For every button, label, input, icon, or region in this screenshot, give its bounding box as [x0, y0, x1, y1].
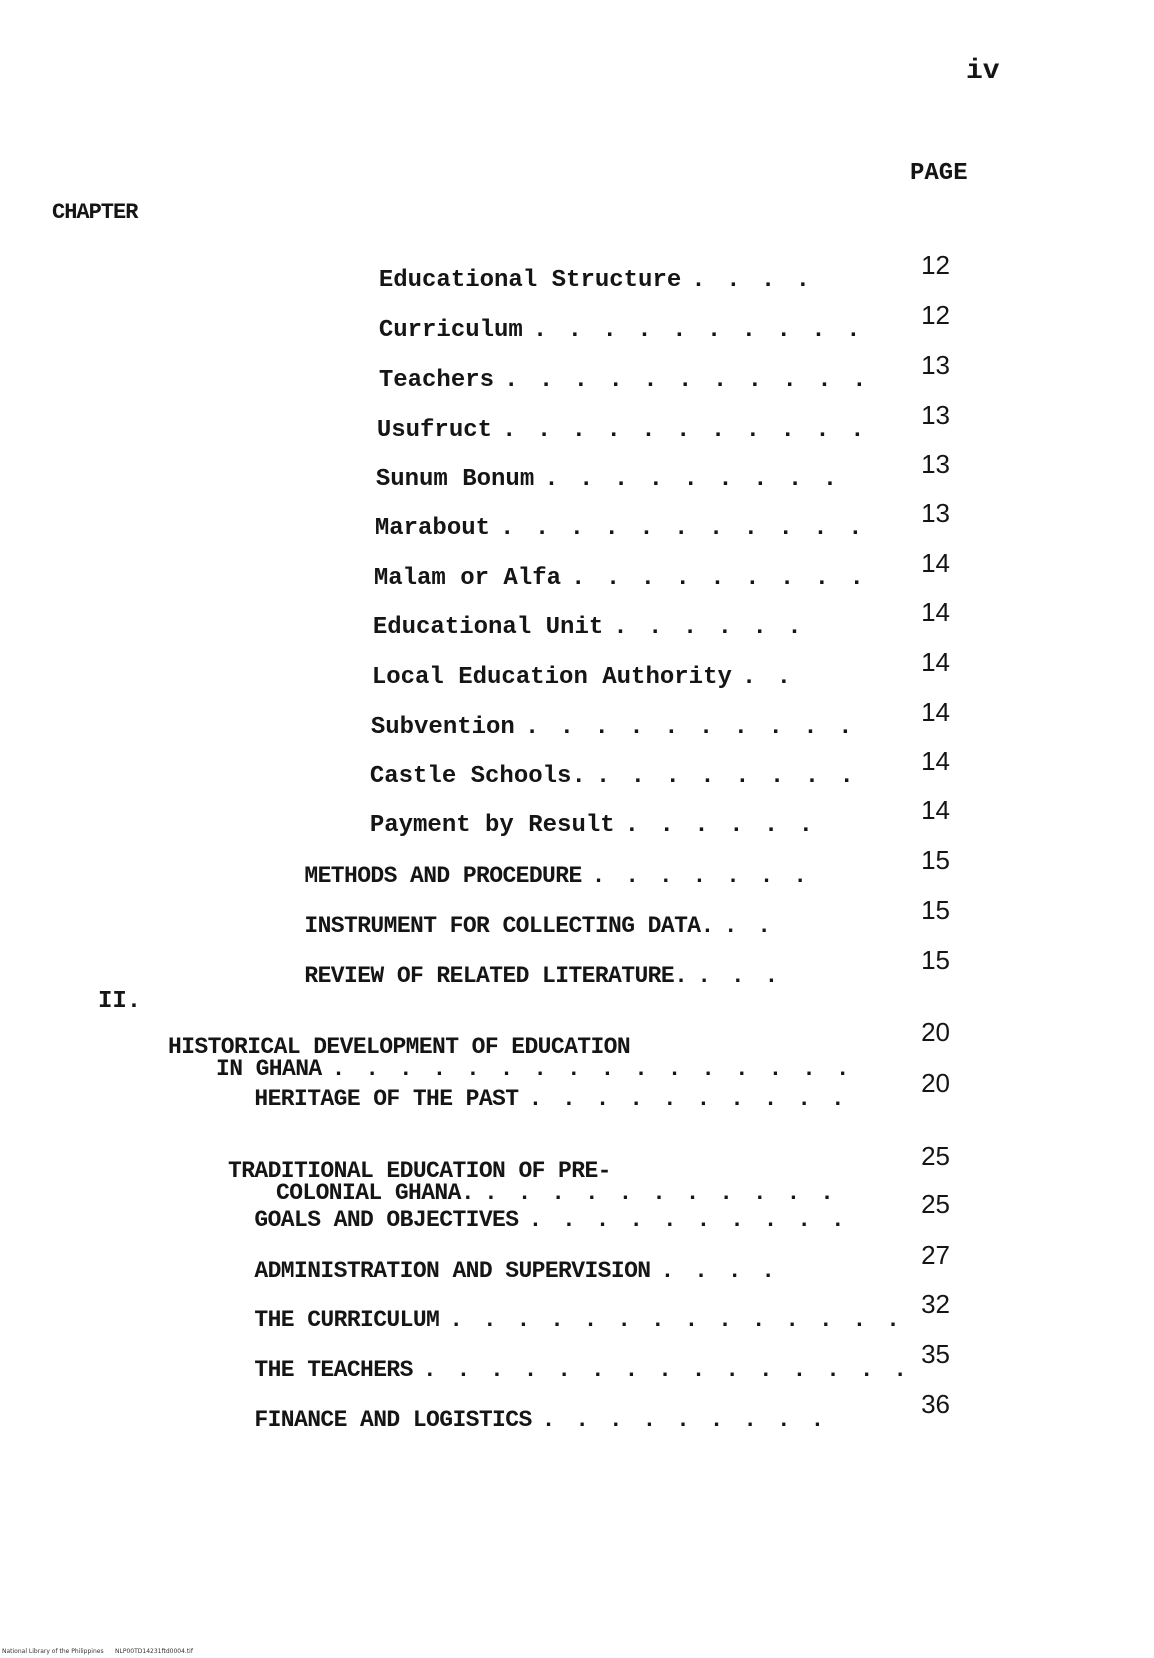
toc-page-number: 12	[921, 250, 950, 280]
toc-entry	[348, 398, 867, 442]
chapter-column-header: CHAPTER	[52, 200, 138, 225]
toc-entry-title: Local Education Authority	[371, 664, 732, 691]
toc-entry	[228, 1066, 848, 1110]
leader-dots: . . . . . . . . .	[571, 565, 867, 592]
toc-entry-title: Marabout	[374, 515, 491, 542]
toc-page-number: 15	[921, 945, 950, 975]
leader-dots: . . . . . . . . . .	[524, 714, 856, 741]
toc-entry-title: Teachers	[378, 367, 495, 394]
toc-entry-title: Payment by Result	[369, 812, 615, 839]
leader-dots: . .	[741, 664, 795, 691]
page-number: iv	[966, 56, 1000, 87]
toc-page-number: 20	[921, 1068, 950, 1098]
toc-page-number: 13	[921, 449, 950, 479]
toc-page-number: 27	[921, 1240, 950, 1270]
chapter-numeral: II.	[98, 988, 142, 1015]
toc-page-number: 15	[921, 895, 950, 925]
toc-entry	[228, 1337, 910, 1381]
toc-entry-title: Malam or Alfa	[373, 565, 562, 592]
toc-entry	[341, 793, 816, 837]
toc-entry	[341, 744, 857, 788]
leader-dots: . . . . . . . . . . .	[484, 1180, 837, 1206]
toc-page-number: 36	[921, 1389, 950, 1419]
toc-entry	[345, 546, 867, 590]
toc-entry-title: TRADITIONAL EDUCATION OF PRE-	[228, 1158, 611, 1184]
leader-dots: . . . . . .	[624, 812, 817, 839]
leader-dots: . . . . . . . .	[595, 763, 857, 790]
toc-page-number: 25	[921, 1189, 950, 1219]
toc-entry-title: Curriculum	[378, 317, 523, 344]
toc-entry-title: Sunum Bonum	[375, 466, 535, 493]
leader-dots: . . .	[697, 963, 782, 989]
leader-dots: . . . . . . . . . .	[532, 317, 864, 344]
toc-entry	[350, 348, 869, 392]
leader-dots: . . . . . . . . . .	[528, 1086, 848, 1112]
toc-entry-title: HERITAGE OF THE PAST	[254, 1086, 519, 1112]
footer-library: National Library of the Philippines	[2, 1648, 104, 1655]
toc-page-number: 13	[921, 400, 950, 430]
toc-page-number: 12	[921, 300, 950, 330]
toc-entry	[344, 595, 805, 639]
toc-entry-title: Subvention	[370, 714, 515, 741]
toc-entry	[228, 1187, 848, 1231]
toc-entry	[346, 496, 865, 540]
leader-dots: . . . . . . . . . . .	[500, 515, 866, 542]
page-column-header: PAGE	[910, 160, 968, 187]
toc-entry	[350, 248, 813, 292]
toc-entry-title-line2: COLONIAL GHANA.	[276, 1180, 475, 1206]
toc-entry	[350, 298, 864, 342]
toc-page-number: 13	[921, 498, 950, 528]
toc-page-number: 14	[921, 597, 950, 627]
toc-page-number: 15	[921, 845, 950, 875]
toc-entry-title: GOALS AND OBJECTIVES	[254, 1207, 519, 1233]
toc-page-number: 14	[921, 697, 950, 727]
toc-entry	[347, 447, 840, 491]
toc-page-number: 13	[921, 350, 950, 380]
toc-page-number: 14	[921, 548, 950, 578]
toc-page-number: 20	[921, 1017, 950, 1047]
leader-dots: . .	[723, 913, 775, 939]
toc-entry-title: Usufruct	[376, 417, 493, 444]
toc-entry-title: ADMINISTRATION AND SUPERVISION	[254, 1258, 651, 1284]
leader-dots: . . . . . . . . .	[541, 1407, 828, 1433]
toc-entry	[228, 1238, 778, 1282]
toc-entry-title: Castle Schools.	[369, 763, 586, 790]
toc-page-number: 14	[921, 647, 950, 677]
leader-dots: . . . . . . . . . . . . . .	[449, 1307, 903, 1333]
toc-entry	[278, 943, 781, 987]
leader-dots: . . . . . . .	[591, 863, 811, 889]
toc-entry	[342, 695, 856, 739]
toc-entry-title: THE CURRICULUM	[254, 1307, 440, 1333]
toc-entry	[278, 843, 810, 887]
toc-entry-title: Educational Unit	[372, 614, 604, 641]
toc-page-number: 14	[921, 795, 950, 825]
leader-dots: . . . . . . . . . . . . . . .	[422, 1357, 911, 1383]
toc-entry-title: HISTORICAL DEVELOPMENT OF EDUCATION	[168, 1034, 631, 1060]
leader-dots: . . . . . .	[613, 614, 805, 641]
footer-file-id: NLP00TD14231ftd0004.tif	[115, 1648, 193, 1655]
toc-entry-title: INSTRUMENT FOR COLLECTING DATA.	[304, 913, 714, 939]
leader-dots: . . . . . . . . . . . . . . . .	[331, 1056, 853, 1082]
leader-dots: . . . .	[691, 267, 814, 294]
toc-entry-title-line2: IN GHANA	[216, 1056, 322, 1082]
toc-entry	[228, 1387, 827, 1431]
toc-page-number: 35	[921, 1339, 950, 1369]
toc-entry-title: REVIEW OF RELATED LITERATURE.	[304, 963, 688, 989]
toc-entry-title: METHODS AND PROCEDURE	[304, 863, 582, 889]
leader-dots: . . . .	[660, 1258, 779, 1284]
leader-dots: . . . . . . . . . . .	[502, 417, 868, 444]
leader-dots: . . . . . . . . . . .	[504, 367, 870, 394]
toc-entry-title: Educational Structure	[378, 267, 682, 294]
toc-entry	[343, 645, 794, 689]
toc-page-number: 25	[921, 1141, 950, 1171]
toc-entry	[228, 1287, 903, 1331]
leader-dots: . . . . . . . . .	[544, 466, 841, 493]
toc-page-number: 32	[921, 1289, 950, 1319]
toc-entry-title: FINANCE AND LOGISTICS	[254, 1407, 532, 1433]
toc-entry-title: THE TEACHERS	[254, 1357, 413, 1383]
leader-dots: . . . . . . . . . .	[528, 1207, 848, 1233]
scan-footer	[2, 1648, 193, 1655]
toc-page-number: 14	[921, 746, 950, 776]
toc-entry	[278, 893, 774, 937]
